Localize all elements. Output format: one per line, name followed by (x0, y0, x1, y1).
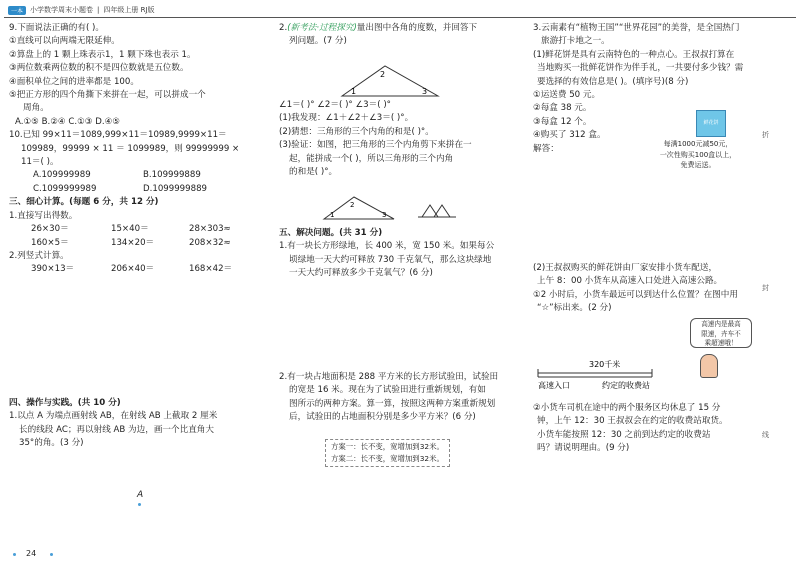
calc-item: 168×42＝ (189, 264, 233, 275)
gift-box-icon (696, 110, 726, 137)
calc-item: 390×13＝ (31, 264, 75, 275)
q9-item: ②算盘上的 1 颗上珠表示1，1 颗下珠也表示 1。 (9, 49, 196, 60)
q9-stem: 9.下面说法正确的有( )。 (9, 23, 104, 33)
section-5-title: 五、解决问题。(共 31 分) (279, 228, 383, 238)
triangle-figure (340, 64, 440, 98)
s2a-line: “☆”标出来。(2 分) (537, 303, 612, 314)
q9-item: ⑤把正方形的四个角撕下来拼在一起，可以拼成一个 (9, 90, 206, 101)
q2-sub2: (2)猜想：三角形的三个内角的和是( )°。 (279, 126, 434, 137)
p1-line: 一天大约可释放多少千克氧气？(6 分) (289, 268, 433, 279)
header-grade: 四年级上册 RJ版 (103, 6, 155, 14)
header-title: 小学数学周末小题卷 (30, 6, 94, 14)
promo-line: 一次性购买100盒以上， (659, 150, 737, 159)
page-number: 24 (26, 549, 37, 558)
plans-box (325, 439, 450, 467)
promo-line: 免费运送。 (680, 161, 716, 169)
column-right (533, 22, 763, 156)
q2-angles: ∠1＝( )° ∠2＝( )° ∠3＝( )° (279, 100, 391, 110)
plan-2: 方案二：长不变，宽增加到32米。 (331, 454, 444, 463)
binding-mark: 线 (762, 431, 769, 439)
page-dot-icon (13, 553, 16, 556)
info-item: ③每盒 12 个。 (533, 116, 592, 127)
s2-line: (2)王叔叔购买的鲜花饼由厂家安排小货车配送， (533, 263, 718, 273)
start-label: 高速入口 (538, 381, 570, 390)
p2-line: 的宽是 16 米。现在为了试验田进行重新规划，有如 (289, 385, 486, 396)
s2b-line: 小货车能按照 12：30 之前到达约定的收费站 (537, 429, 711, 440)
s2b (533, 402, 763, 456)
s2a-line: ①2 小时后，小货车最远可以到达什么位置？在图中用 (533, 289, 738, 300)
section-4-title: 四、操作与实践。(共 10 分) (9, 398, 121, 408)
header-badge: 一本 (8, 6, 26, 15)
highway-diagram (536, 355, 696, 390)
driver-avatar-icon (700, 354, 718, 378)
op1-line: 1.以点 A 为端点画射线 AB，在射线 AB 上截取 2 厘米 (9, 411, 218, 422)
angle-label: 3 (422, 87, 428, 96)
q2-stem: 量出图中各角的度数，并回答下 (356, 23, 478, 33)
plan-1: 方案一：长不变，宽增加到32米。 (331, 442, 444, 451)
angle-label: 1 (351, 87, 357, 96)
q2-tag: (新考法·过程探究) (287, 23, 357, 33)
s1-line: 当地购买一批鲜花饼作为伴手礼，一共要付多少钱？需 (537, 63, 744, 74)
end-label: 约定的收费站 (602, 381, 650, 390)
calc-item: 208×32≈ (189, 237, 231, 248)
q2-sub3: (3)验证：如图，把三角形的三个内角剪下来拼在一 (279, 140, 472, 151)
section-5 (279, 227, 519, 281)
q10-line: 11＝( )。 (21, 157, 59, 168)
bubble-line: 高速内是最高 (701, 320, 741, 328)
p2-line: 2.有一块占地面积是 288 平方米的长方形试验田，试验田 (279, 372, 499, 382)
page-header: 一本 小学数学周末小题卷 | 四年级上册 RJ版 (8, 5, 155, 15)
q10-option-b: B.109999889 (143, 170, 201, 181)
q2-sub3: 起，能拼成一个( )，所以三角形的三个内角 (289, 153, 454, 164)
q10-option-c: C.1099999989 (33, 183, 97, 194)
op1-line: 长的线段 AC；再以射线 AB 为边，画一个比直角大 (19, 424, 214, 435)
s2b-line: 吗？请说明理由。(9 分) (537, 443, 630, 454)
p1-line: 1.有一块长方形绿地，长 400 米，宽 150 米。如果每公 (279, 241, 495, 252)
calc-item: 15×40＝ (111, 224, 149, 235)
q9-item: ①直线可以向两端无限延伸。 (9, 36, 120, 47)
p3-line: 旅游打卡地之一。 (541, 36, 610, 47)
promo-line: 每满1000元减50元， (663, 140, 733, 148)
answer-label: 解答： (533, 143, 559, 154)
calc1-title: 1.直接写出得数。 (9, 210, 78, 221)
header-divider (4, 17, 796, 18)
point-a-label: A (137, 490, 144, 500)
calc-item: 28×303≈ (189, 224, 231, 235)
bubble-line: 乘超速哦！ (704, 339, 738, 347)
q10-option-a: A.109999989 (33, 170, 91, 181)
box-label: 鲜花饼 (703, 120, 719, 126)
angle-label: 3 (382, 211, 387, 219)
binding-mark: 折 (762, 131, 769, 139)
p3-line: 3.云南素有“植物王国”“世界花园”的美誉，是全国热门 (533, 23, 740, 33)
q2-stem2: 列问题。(7 分) (289, 36, 347, 47)
q2-body (279, 99, 519, 179)
s2b-line: ②小货车司机在途中的两个服务区均休息了 15 分 (533, 403, 721, 413)
q10-line: 109989，99999 × 11 ＝ 1099989，则 99999999 × (21, 143, 240, 154)
q9-options: A.①⑤ B.②④ C.①③ D.④⑤ (15, 116, 120, 127)
s1-line: (1)鲜花饼是具有云南特色的一种点心。王叔叔打算在 (533, 49, 735, 60)
q10-line: 10.已知 99×11＝1089,999×11＝10989,9999×11＝ (9, 130, 227, 141)
binding-mark: 封 (762, 284, 769, 292)
point-a (138, 503, 141, 506)
q9-item: 周角。 (23, 103, 49, 114)
p2-line: 图所示的两种方案。算一算，按照这两种方案重新规划 (289, 398, 496, 409)
q9-item: ④面积单位之间的进率都是 100。 (9, 76, 139, 87)
angle-label: 1 (330, 211, 335, 219)
bubble-line: 限速，卉车不 (701, 329, 741, 338)
angle-label: 2 (350, 201, 355, 209)
q9-item: ③两位数乘两位数的积不是四位数就是五位数。 (9, 63, 189, 74)
column-middle (279, 22, 519, 49)
s2b-line: 钟，上午 12：30 王叔叔会在约定的收费站取货。 (537, 416, 728, 427)
q2-sub1: (1)我发现：∠1＋∠2＋∠3＝( )°。 (279, 113, 414, 124)
q2-sub3: 的和是( )°。 (289, 167, 338, 178)
calc-item: 160×5＝ (31, 237, 69, 248)
triangle-cut-figure (322, 195, 462, 221)
column-left (9, 22, 264, 277)
q10-option-d: D.1099999889 (143, 183, 208, 194)
promo-text (639, 139, 757, 171)
calc2-title: 2.列竖式计算。 (9, 250, 69, 261)
calc-item: 26×30＝ (31, 224, 69, 235)
calc-item: 134×20＝ (111, 237, 155, 248)
info-item: ④购买了 312 盒。 (533, 130, 606, 141)
section-4 (9, 397, 264, 451)
q2-number: 2. (279, 23, 288, 33)
info-item: ①运送费 50 元。 (533, 90, 601, 101)
s2 (533, 262, 763, 316)
speech-bubble (690, 318, 752, 348)
p2 (279, 371, 519, 425)
p1-line: 顷绿地一天大约可释放 730 千克氧气，那么这块绿地 (289, 254, 492, 265)
calc-item: 206×40＝ (111, 264, 155, 275)
page-dot-icon (50, 553, 53, 556)
p2-line: 后，试验田的占地面积分别是多少平方米？(6 分) (289, 412, 476, 423)
s1-line: 要选择的有效信息是( )。(填序号)(8 分) (537, 76, 689, 87)
distance-label: 320千米 (589, 360, 621, 369)
angle-label: 2 (380, 70, 386, 79)
section-3-title: 三、细心计算。(每题 6 分，共 12 分) (9, 197, 159, 208)
op1-line: 35°的角。(3 分) (19, 438, 84, 449)
s2-line: 上午 8：00 小货车从高速入口处进入高速公路。 (537, 276, 723, 287)
info-item: ②每盒 38 元。 (533, 103, 592, 114)
